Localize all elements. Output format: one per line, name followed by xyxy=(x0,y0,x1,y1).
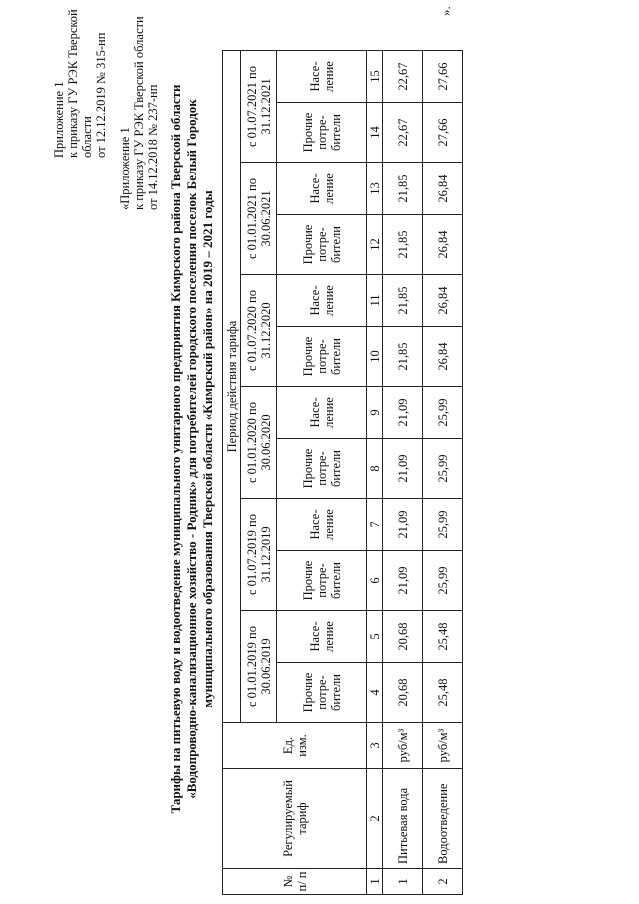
row-value: 21,85 xyxy=(383,163,423,215)
row-tariff-name: Водоотведение xyxy=(423,769,463,869)
subheader-population: Насе- ление xyxy=(277,51,367,103)
column-number: 8 xyxy=(367,439,383,499)
subheader-population: Насе- ление xyxy=(277,387,367,439)
row-unit: руб/м³ xyxy=(423,723,463,769)
period-2020-h2: с 01.07.2020 по 31.12.2020 xyxy=(241,275,277,387)
column-number: 1 xyxy=(367,869,383,895)
row-value: 25,99 xyxy=(423,499,463,551)
row-value: 21,09 xyxy=(383,439,423,499)
row-value: 26,84 xyxy=(423,275,463,327)
appendix-previous-line-2: к приказу ГУ РЭК Тверской области xyxy=(132,16,146,210)
column-number: 4 xyxy=(367,663,383,723)
row-tariff-name: Питьевая вода xyxy=(383,769,423,869)
column-number: 6 xyxy=(367,551,383,611)
row-unit: руб/м³ xyxy=(383,723,423,769)
column-number: 15 xyxy=(367,51,383,103)
row-value: 20,68 xyxy=(383,663,423,723)
row-value: 27,66 xyxy=(423,103,463,163)
row-value: 25,48 xyxy=(423,611,463,663)
row-value: 26,84 xyxy=(423,163,463,215)
column-number: 5 xyxy=(367,611,383,663)
column-number-row xyxy=(367,51,383,895)
appendix-previous-line-3: от 14.12.2018 № 237-нп xyxy=(146,84,160,210)
tariff-table-wrapper xyxy=(222,50,463,895)
row-value: 21,09 xyxy=(383,387,423,439)
period-2021-h1: с 01.01.2021 по 30.06.2021 xyxy=(241,163,277,275)
period-2021-h2: с 01.07.2021 по 31.12.2021 xyxy=(241,51,277,163)
subheader-other-consumers: Прочие потре- бители xyxy=(277,663,367,723)
subheader-other-consumers: Прочие потре- бители xyxy=(277,215,367,275)
row-value: 25,99 xyxy=(423,387,463,439)
row-value: 21,85 xyxy=(383,275,423,327)
title-line-3: муниципального образования Тверской области «Кимрский район» на 2019 – 2021 годы xyxy=(200,190,215,708)
period-2019-h2: с 01.07.2019 по 31.12.2019 xyxy=(241,499,277,611)
appendix-previous-reference xyxy=(118,16,160,210)
column-number: 13 xyxy=(367,163,383,215)
appendix-current-line-3: от 12.12.2019 № 315-нп xyxy=(94,32,108,158)
row-value: 22,67 xyxy=(383,103,423,163)
column-number: 3 xyxy=(367,723,383,769)
closing-quote-mark: ». xyxy=(438,6,453,16)
row-value: 25,99 xyxy=(423,551,463,611)
row-value: 26,84 xyxy=(423,327,463,387)
column-number: 9 xyxy=(367,387,383,439)
row-value: 26,84 xyxy=(423,215,463,275)
column-number: 11 xyxy=(367,275,383,327)
period-2020-h1: с 01.01.2020 по 30.06.2020 xyxy=(241,387,277,499)
subheader-population: Насе- ление xyxy=(277,499,367,551)
row-value: 21,09 xyxy=(383,551,423,611)
appendix-current-line-1: Приложение 1 xyxy=(52,81,66,158)
column-number: 14 xyxy=(367,103,383,163)
header-period: Период действия тарифа xyxy=(223,51,241,723)
row-value: 21,85 xyxy=(383,327,423,387)
period-2019-h1: с 01.01.2019 по 30.06.2019 xyxy=(241,611,277,723)
column-number: 2 xyxy=(367,769,383,869)
table-row xyxy=(383,51,423,895)
appendix-current-reference xyxy=(52,0,108,158)
appendix-previous-line-1: «Приложение 1 xyxy=(118,127,132,210)
table-row xyxy=(423,51,463,895)
subheader-other-consumers: Прочие потре- бители xyxy=(277,551,367,611)
subheader-population: Насе- ление xyxy=(277,275,367,327)
column-number: 10 xyxy=(367,327,383,387)
subheader-other-consumers: Прочие потре- бители xyxy=(277,103,367,163)
row-value: 20,68 xyxy=(383,611,423,663)
header-row-1 xyxy=(223,51,241,895)
row-value: 21,09 xyxy=(383,499,423,551)
row-value: 25,99 xyxy=(423,439,463,499)
subheader-other-consumers: Прочие потре- бители xyxy=(277,439,367,499)
row-value: 27,66 xyxy=(423,51,463,103)
row-value: 21,85 xyxy=(383,215,423,275)
header-tariff: Регулируемый тариф xyxy=(223,769,367,869)
row-value: 22,67 xyxy=(383,51,423,103)
row-num: 1 xyxy=(383,869,423,895)
column-number: 7 xyxy=(367,499,383,551)
tariff-table xyxy=(222,50,463,895)
subheader-other-consumers: Прочие потре- бители xyxy=(277,327,367,387)
document-title xyxy=(168,4,216,894)
subheader-population: Насе- ление xyxy=(277,611,367,663)
title-line-2: «Водопроводно-канализационное хозяйство - Родник» для потребителей городского поселения поселок Белый Городок xyxy=(184,99,199,799)
column-number: 12 xyxy=(367,215,383,275)
header-unit: Ед. изм. xyxy=(223,723,367,769)
title-line-1: Тарифы на питьевую воду и водоотведение муниципального унитарного предприятия Кимрского района Тверской области xyxy=(168,84,183,814)
row-num: 2 xyxy=(423,869,463,895)
appendix-current-line-2: к приказу ГУ РЭК Тверской области xyxy=(66,9,94,158)
header-num: № п/ п xyxy=(223,869,367,895)
row-value: 25,48 xyxy=(423,663,463,723)
subheader-population: Насе- ление xyxy=(277,163,367,215)
